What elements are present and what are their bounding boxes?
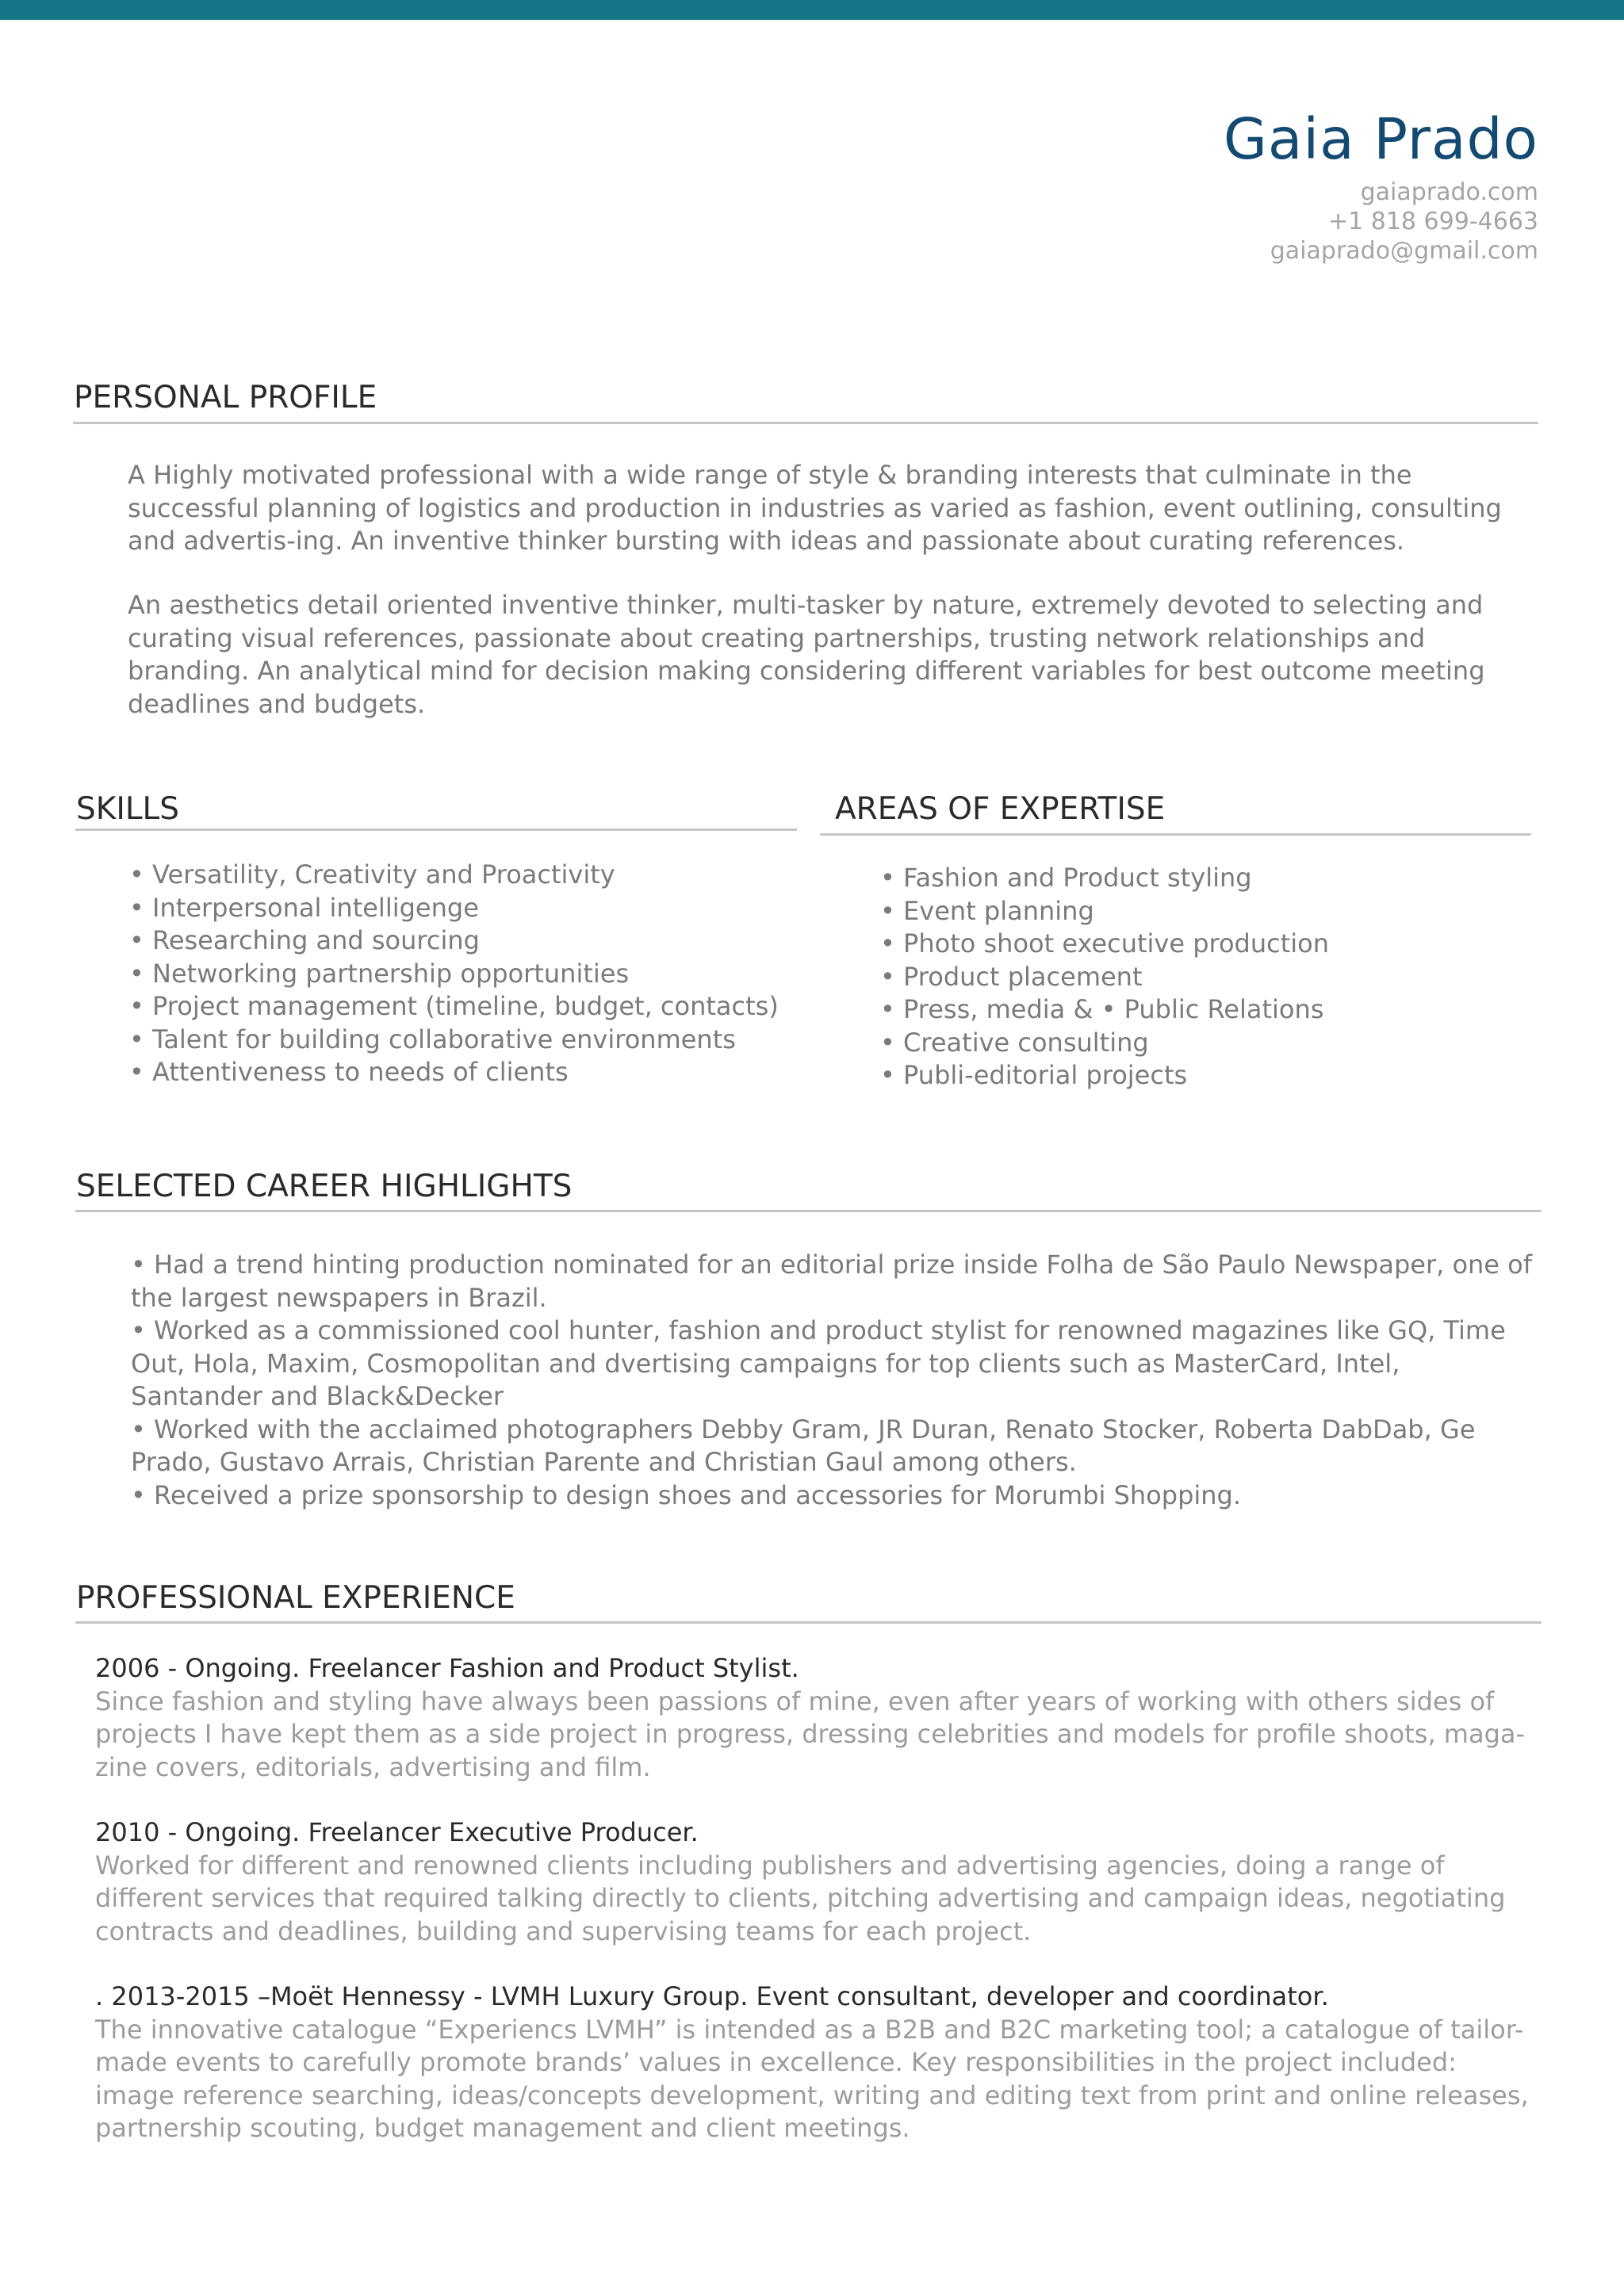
email-link[interactable]: gaiaprado@gmail.com bbox=[1270, 237, 1538, 265]
job-description: Since fashion and styling have always been passions of mine, even after years of working with others sides of projects I have kept them as a side project in progress, dressing celebrities and models for profile shoots, maga-zine covers, editorials, advertising and film. bbox=[95, 1686, 1526, 1782]
profile-paragraph: A Highly motivated professional with a wide range of style & branding interests that culminate in the successful planning of logistics and production in industries as varied as fashion, event outlining, consulting and advertis-ing. An inventive thinker bursting with ideas and passionate about curating references. bbox=[128, 460, 1502, 556]
skills-section-title: SKILLS bbox=[76, 791, 180, 827]
profile-paragraph: An aesthetics detail oriented inventive thinker, multi-tasker by nature, extremely devoted to selecting and curating visual references, passionate about creating partnerships, trusting network relationships and branding. An analytical mind for decision making considering different variables for best outcome meeting deadlines and budgets. bbox=[128, 590, 1485, 719]
experience-divider bbox=[75, 1621, 1542, 1624]
highlights-list bbox=[131, 1249, 1538, 1512]
job-title: 2006 - Ongoing. Freelancer Fashion and Product Stylist. bbox=[95, 1653, 799, 1683]
experience-entry bbox=[95, 1980, 1538, 2145]
skills-list bbox=[129, 859, 779, 1089]
skill-item: • Attentiveness to needs of clients bbox=[129, 1057, 569, 1087]
expertise-item: • Publi-editorial projects bbox=[880, 1060, 1188, 1090]
expertise-item: • Event planning bbox=[880, 895, 1094, 926]
job-description: Worked for different and renowned clients including publishers and advertising agencies, doing a range of different services that required talking directly to clients, pitching advertising and campaign ideas, negotiating contracts and deadlines, building and supervising teams for each project. bbox=[95, 1850, 1506, 1946]
job-title: . 2013-2015 –Moët Hennessy - LVMH Luxury Group. Event consultant, developer and coordinator. bbox=[95, 1981, 1329, 2011]
skill-item: • Versatility, Creativity and Proactivity bbox=[129, 859, 615, 890]
expertise-section-title: AREAS OF EXPERTISE bbox=[835, 791, 1166, 827]
job-description: The innovative catalogue “Experiencs LVMH” is intended as a B2B and B2C marketing tool; a catalogue of tailor-made events to carefully promote brands’ values in excellence. Key responsibilities in the project included: image reference searching, ideas/concepts development, writing and editing text from print and online releases, partnership scouting, budget management and client meetings. bbox=[95, 2014, 1529, 2143]
skill-item: • Project management (timeline, budget, contacts) bbox=[129, 991, 779, 1021]
skill-item: • Networking partnership opportunities bbox=[129, 958, 630, 989]
highlights-section-title: SELECTED CAREER HIGHLIGHTS bbox=[76, 1169, 573, 1204]
experience-section-title: PROFESSIONAL EXPERIENCE bbox=[76, 1580, 515, 1616]
skill-item: • Interpersonal intelligenge bbox=[129, 892, 479, 923]
expertise-item: • Fashion and Product styling bbox=[880, 863, 1252, 893]
highlights-divider bbox=[75, 1210, 1542, 1212]
highlight-item: • Worked as a commissioned cool hunter, fashion and product stylist for renowned magazines like GQ, Time Out, Hola, Maxim, Cosmopolitan and dvertising campaigns for top clients such as MasterCard, Intel, Santander and Black&Decker bbox=[131, 1315, 1506, 1411]
expertise-divider bbox=[820, 833, 1531, 836]
expertise-item: • Product placement bbox=[880, 961, 1143, 992]
job-title: 2010 - Ongoing. Freelancer Executive Producer. bbox=[95, 1817, 699, 1847]
expertise-item: • Press, media & • Public Relations bbox=[880, 994, 1324, 1024]
skill-item: • Talent for building collaborative environments bbox=[129, 1024, 736, 1054]
skills-divider bbox=[75, 828, 797, 831]
experience-entry bbox=[95, 1652, 1538, 1784]
phone-number: +1 818 699-4663 bbox=[1328, 208, 1538, 235]
candidate-name: Gaia Prado bbox=[1223, 106, 1538, 172]
skill-item: • Researching and sourcing bbox=[129, 925, 480, 955]
profile-divider bbox=[73, 422, 1538, 424]
expertise-list bbox=[880, 862, 1329, 1093]
experience-entry bbox=[95, 1816, 1538, 1948]
top-accent-bar bbox=[0, 0, 1624, 20]
highlight-item: • Had a trend hinting production nominated for an editorial prize inside Folha de São Paulo Newspaper, one of the largest newspapers in Brazil. bbox=[131, 1249, 1532, 1313]
highlight-item: • Worked with the acclaimed photographers Debby Gram, JR Duran, Renato Stocker, Roberta DabDab, Ge Prado, Gustavo Arrais, Christian Parente and Christian Gaul among others. bbox=[131, 1414, 1476, 1477]
website-link[interactable]: gaiaprado.com bbox=[1360, 178, 1538, 206]
expertise-item: • Creative consulting bbox=[880, 1027, 1149, 1058]
profile-section-title: PERSONAL PROFILE bbox=[74, 380, 377, 415]
highlight-item: • Received a prize sponsorship to design shoes and accessories for Morumbi Shopping. bbox=[131, 1479, 1242, 1510]
resume-header bbox=[1224, 101, 1538, 266]
expertise-item: • Photo shoot executive production bbox=[880, 928, 1330, 959]
